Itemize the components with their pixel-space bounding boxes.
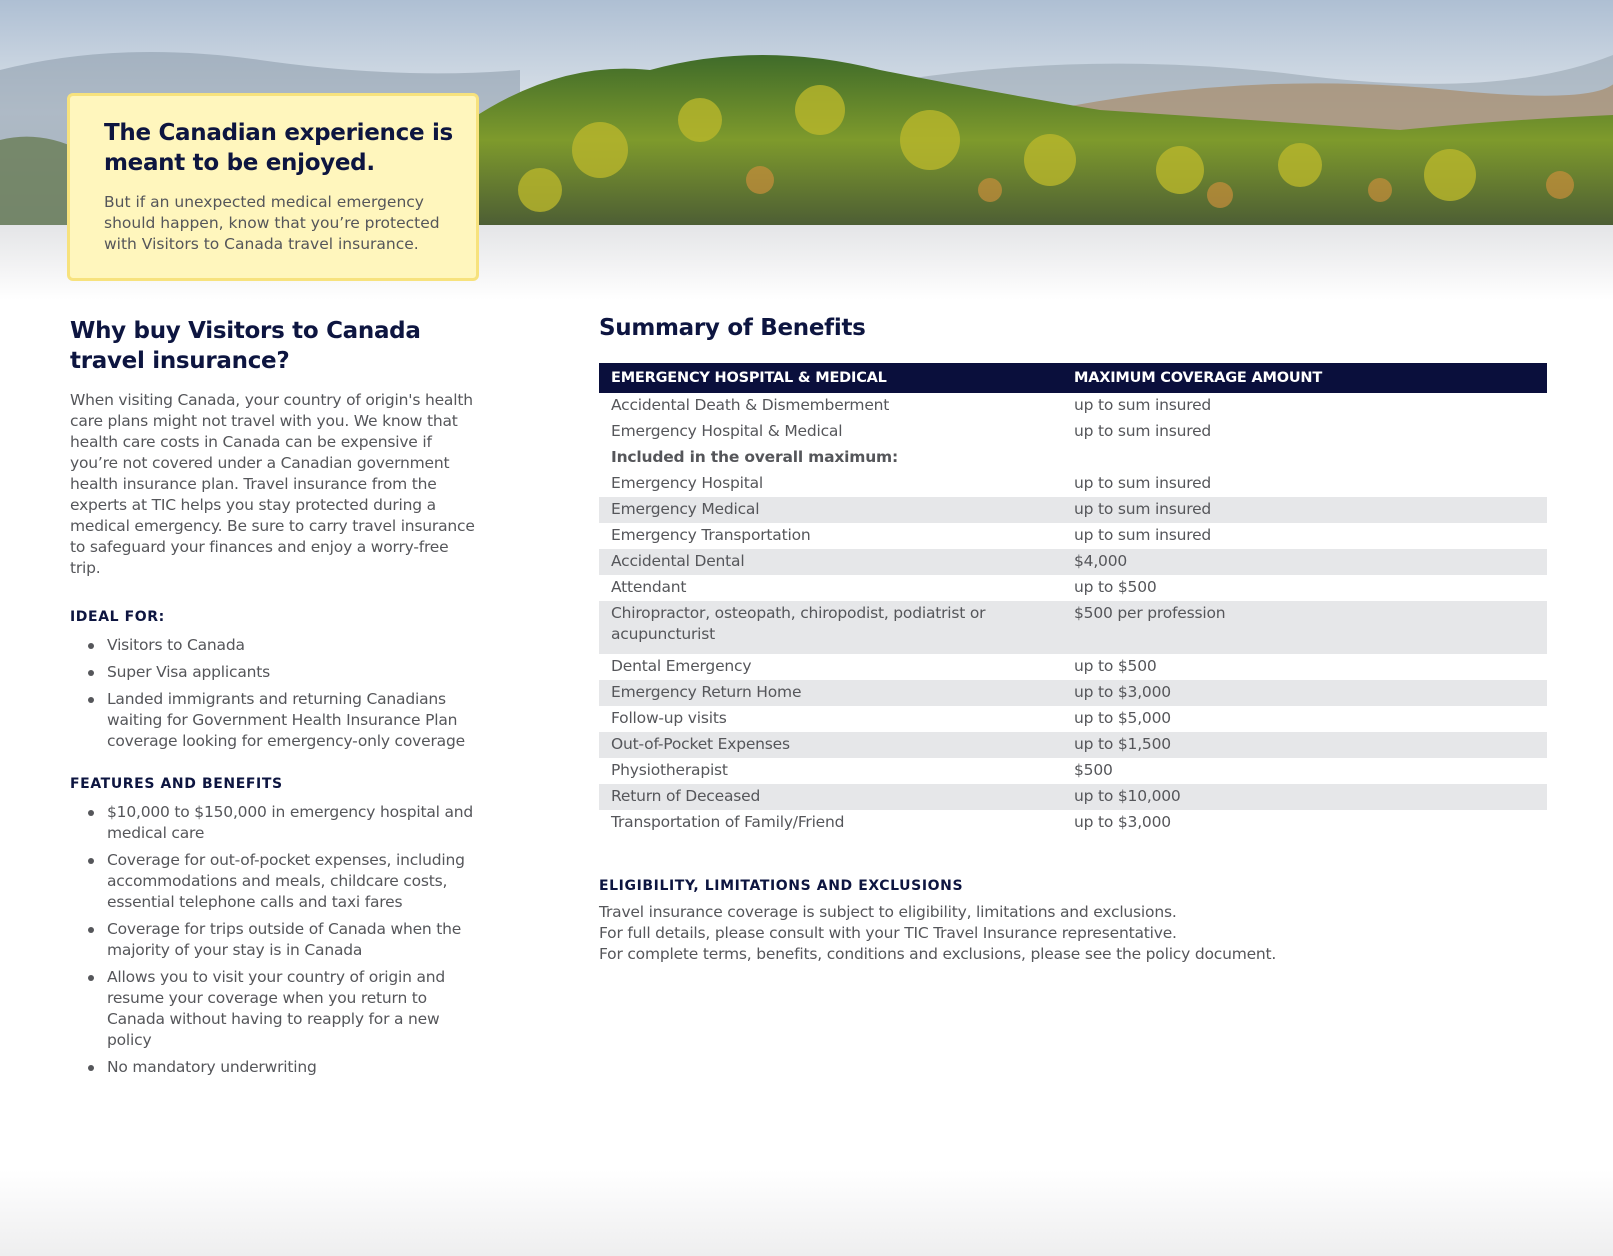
ideal-for-list: [70, 635, 480, 752]
benefit-cell: Emergency Hospital & Medical: [611, 422, 843, 440]
why-buy-title: [70, 316, 480, 376]
benefit-cell: Physiotherapist: [611, 761, 728, 779]
why-buy-section: [70, 316, 480, 1084]
why-buy-intro: When visiting Canada, your country of origin's health care plans might not travel with you. We know that health care costs in Canada can be expensive if you’re not covered under a Canadian government health insurance plan. Travel insurance from the experts at TIC helps you stay protected during a medical emergency. Be sure to carry travel insurance to safeguard your finances and enjoy a worry-free trip.: [70, 391, 475, 577]
eligibility-line: Travel insurance coverage is subject to eligibility, limitations and exclusions.: [599, 903, 1177, 921]
table-row: [599, 549, 1547, 575]
benefit-cell: Accidental Death & Dismemberment: [611, 396, 890, 414]
table-row: [599, 497, 1547, 523]
amount-cell: up to $5,000: [1074, 709, 1171, 727]
benefit-cell: Emergency Hospital: [611, 474, 763, 492]
features-list: [70, 802, 480, 1078]
benefit-cell: Accidental Dental: [599, 549, 1062, 575]
list-item: Visitors to Canada: [70, 635, 480, 656]
amount-cell: up to $3,000: [1062, 680, 1547, 706]
table-row: [599, 575, 1547, 601]
amount-cell: up to sum insured: [1062, 497, 1547, 523]
benefit-cell: Emergency Medical: [599, 497, 1062, 523]
why-buy-title-line2: travel insurance?: [70, 348, 290, 374]
eligibility-line: For complete terms, benefits, conditions and exclusions, please see the policy document.: [599, 945, 1277, 963]
list-item: Allows you to visit your country of origin and resume your coverage when you return to Canada without having to reapply for a new policy: [70, 967, 480, 1051]
table-row: [599, 810, 1547, 836]
benefit-cell: Chiropractor, osteopath, chiropodist, podiatrist or acupuncturist: [599, 601, 1062, 654]
list-item: $10,000 to $150,000 in emergency hospital and medical care: [70, 802, 480, 844]
ideal-for-heading: IDEAL FOR:: [70, 609, 165, 625]
why-buy-title-line1: Why buy Visitors to Canada: [70, 318, 421, 344]
benefits-table: [599, 363, 1547, 836]
table-row: [599, 680, 1547, 706]
list-item: Coverage for trips outside of Canada when the majority of your stay is in Canada: [70, 919, 480, 961]
table-header-row: [599, 363, 1547, 393]
amount-cell: $4,000: [1062, 549, 1547, 575]
table-subheader-row: [599, 445, 1547, 471]
list-item: No mandatory underwriting: [70, 1057, 480, 1078]
benefit-cell: Emergency Return Home: [599, 680, 1062, 706]
table-row: [599, 654, 1547, 680]
list-item: Super Visa applicants: [70, 662, 480, 683]
amount-cell: up to sum insured: [1074, 474, 1212, 492]
hero-headline: The Canadian experience is meant to be enjoyed.: [104, 120, 453, 176]
footer-fade-band: [0, 1170, 1613, 1256]
column-header-benefit: EMERGENCY HOSPITAL & MEDICAL: [599, 363, 1062, 393]
benefit-cell: Emergency Transportation: [611, 526, 811, 544]
benefit-cell: Dental Emergency: [611, 657, 752, 675]
amount-cell: up to $1,500: [1062, 732, 1547, 758]
table-row: [599, 419, 1547, 445]
table-row: [599, 706, 1547, 732]
benefit-cell: Return of Deceased: [599, 784, 1062, 810]
amount-cell: up to $3,000: [1074, 813, 1171, 831]
eligibility-line: For full details, please consult with your TIC Travel Insurance representative.: [599, 924, 1177, 942]
table-row: [599, 758, 1547, 784]
amount-cell: $500: [1074, 761, 1113, 779]
column-header-amount: MAXIMUM COVERAGE AMOUNT: [1062, 363, 1547, 393]
benefit-cell: Follow-up visits: [611, 709, 727, 727]
amount-cell: [1062, 445, 1547, 471]
hero-body-text: But if an unexpected medical emergency should happen, know that you’re protected with Visitors to Canada travel insurance.: [104, 193, 440, 253]
hero-callout-box: [67, 93, 479, 281]
list-item: Landed immigrants and returning Canadians waiting for Government Health Insurance Plan coverage looking for emergency-only coverage: [70, 689, 480, 752]
table-row: [599, 601, 1547, 654]
table-row: [599, 523, 1547, 549]
benefit-cell: Attendant: [611, 578, 687, 596]
amount-cell: $500 per profession: [1062, 601, 1547, 654]
benefit-cell: Included in the overall maximum:: [611, 448, 898, 466]
table-row: [599, 784, 1547, 810]
benefit-cell: Out-of-Pocket Expenses: [599, 732, 1062, 758]
amount-cell: up to $500: [1074, 657, 1157, 675]
amount-cell: up to $10,000: [1062, 784, 1547, 810]
benefit-cell: Transportation of Family/Friend: [611, 813, 845, 831]
table-row: [599, 393, 1547, 419]
table-row: [599, 471, 1547, 497]
list-item: Coverage for out-of-pocket expenses, including accommodations and meals, childcare costs, essential telephone calls and taxi fares: [70, 850, 480, 913]
table-row: [599, 732, 1547, 758]
eligibility-heading: ELIGIBILITY, LIMITATIONS AND EXCLUSIONS: [599, 878, 964, 894]
amount-cell: up to sum insured: [1074, 422, 1212, 440]
amount-cell: up to $500: [1074, 578, 1157, 596]
amount-cell: up to sum insured: [1074, 396, 1212, 414]
features-heading: FEATURES AND BENEFITS: [70, 776, 283, 792]
amount-cell: up to sum insured: [1074, 526, 1212, 544]
summary-section: [599, 313, 1547, 965]
summary-title: Summary of Benefits: [599, 315, 866, 341]
